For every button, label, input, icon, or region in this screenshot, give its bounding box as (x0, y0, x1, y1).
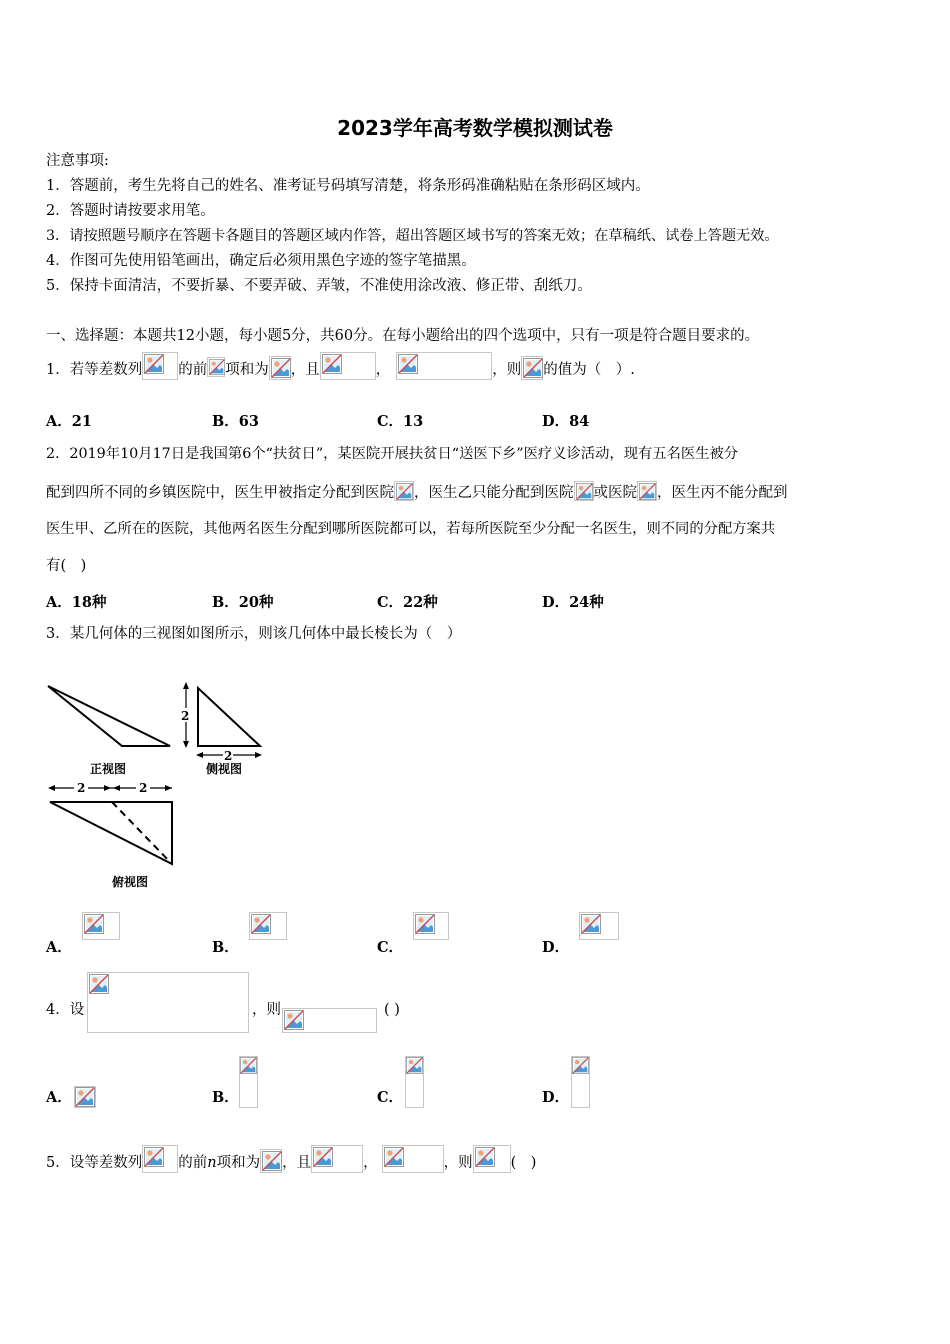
broken-image-icon (144, 354, 164, 374)
formula-image (320, 352, 376, 380)
page-title: 2023学年高考数学模拟测试卷 (337, 116, 613, 140)
option-d[interactable]: D． (542, 912, 619, 940)
formula-image (142, 352, 178, 380)
top-right-dim-label: 2 (139, 781, 148, 795)
formula-image (82, 912, 120, 940)
broken-image-icon (313, 1147, 333, 1167)
arrow-up-icon (183, 682, 189, 689)
formula-image (249, 912, 287, 940)
arrow-right-icon (255, 752, 262, 758)
formula-image (521, 356, 543, 380)
broken-image-icon (415, 914, 435, 934)
broken-image-icon (262, 1151, 282, 1171)
formula-image (473, 1145, 511, 1173)
option-d[interactable]: D．84 (542, 413, 590, 430)
broken-image-icon (398, 354, 418, 374)
section-heading: 一、选择题：本题共12小题，每小题5分，共60分。在每小题给出的四个选项中，只有一项是符合题目要求的。 (46, 328, 760, 344)
formula-image (87, 972, 249, 1033)
formula-image (282, 1008, 377, 1033)
broken-image-icon (75, 1087, 95, 1107)
notice-item: 1．答题前，考生先将自己的姓名、准考证号码填写清楚，将条形码准确粘贴在条形码区域内。 (46, 178, 650, 194)
front-view-label: 正视图 (90, 762, 127, 776)
question-1: 1．若等差数列 的前 项和为 ，且 ， ，则 的值为（ ）. (46, 352, 635, 380)
formula-image (571, 1056, 590, 1108)
option-b[interactable]: B．63 (212, 413, 259, 430)
broken-image-icon (284, 1010, 304, 1030)
hidden-edge (112, 802, 172, 864)
side-view-label: 侧视图 (206, 762, 243, 776)
option-c[interactable]: C． (377, 1089, 404, 1106)
arrow-right-icon (165, 785, 172, 791)
formula-image (239, 1056, 258, 1108)
formula-image (579, 912, 619, 940)
top-view-label: 俯视图 (112, 875, 149, 889)
notice-item: 3．请按照题号顺序在答题卡各题目的答题区域内作答，超出答题区域书写的答案无效；在草稿纸、试卷上答题无效。 (46, 228, 779, 244)
broken-image-icon (581, 914, 601, 934)
formula-image (142, 1145, 178, 1173)
question-2-line: 有( ) (46, 558, 87, 574)
formula-image (260, 1149, 282, 1173)
broken-image-icon (209, 359, 225, 375)
broken-image-icon (572, 1057, 589, 1074)
option-d[interactable]: D．24种 (542, 594, 604, 611)
notice-heading: 注意事项: (46, 153, 109, 169)
option-b[interactable]: B． (212, 1089, 239, 1106)
arrow-right-icon (104, 785, 111, 791)
broken-image-icon (84, 914, 104, 934)
broken-image-icon (639, 483, 656, 500)
option-a[interactable]: A．18种 (46, 594, 107, 611)
broken-image-icon (271, 358, 291, 378)
formula-image (396, 352, 492, 380)
option-c[interactable]: C．22种 (377, 594, 438, 611)
notice-item: 2．答题时请按要求用笔。 (46, 203, 215, 219)
option-b[interactable]: B． (212, 912, 287, 940)
broken-image-icon (322, 354, 342, 374)
formula-image (382, 1145, 444, 1173)
broken-image-icon (89, 974, 109, 994)
broken-image-icon (475, 1147, 495, 1167)
broken-image-icon (240, 1057, 257, 1074)
option-d[interactable]: D． (542, 1089, 570, 1106)
notice-item: 4．作图可先使用铅笔画出，确定后必须用黑色字迹的签字笔描黑。 (46, 253, 476, 269)
side-width-label: 2 (224, 749, 233, 763)
question-4-text: 4．设 (46, 1002, 85, 1018)
broken-image-icon (144, 1147, 164, 1167)
three-view-figure (42, 672, 272, 894)
top-left-dim-label: 2 (77, 781, 86, 795)
formula-image (413, 912, 449, 940)
formula-image (74, 1086, 96, 1108)
broken-image-icon (406, 1057, 423, 1074)
formula-image (311, 1145, 363, 1173)
question-2-line: 配到四所不同的乡镇医院中，医生甲被指定分配到医院 ，医生乙只能分配到医院 或医院 ，医生丙不能分配到 (46, 481, 788, 502)
arrow-down-icon (183, 741, 189, 748)
front-view-shape (48, 686, 170, 746)
formula-image (405, 1056, 424, 1108)
broken-image-icon (384, 1147, 404, 1167)
formula-image (207, 357, 225, 377)
question-2-line: 医生甲、乙所在的医院，其他两名医生分配到哪所医院都可以，若每所医院至少分配一名医生，则不同的分配方案共 (46, 521, 776, 537)
arrow-left-icon (48, 785, 55, 791)
arrow-left-icon (196, 752, 203, 758)
formula-image (637, 481, 657, 501)
top-view-shape (50, 802, 172, 864)
broken-image-icon (396, 483, 413, 500)
side-height-label: 2 (181, 709, 190, 723)
option-a[interactable]: A． (46, 1089, 72, 1106)
side-view-shape (198, 688, 260, 746)
formula-image (394, 481, 414, 501)
option-a[interactable]: A．21 (46, 413, 92, 430)
question-5: 5．设等差数列 的前n项和为 ，且 ， ，则 ( ) (46, 1145, 536, 1173)
option-c[interactable]: C．13 (377, 413, 424, 430)
question-4-text: ( ) (384, 1002, 400, 1018)
question-4-text: ，则 (252, 1002, 281, 1018)
option-b[interactable]: B．20种 (212, 594, 274, 611)
broken-image-icon (576, 483, 593, 500)
option-a[interactable]: A． (46, 912, 120, 940)
broken-image-icon (251, 914, 271, 934)
arrow-left-icon (113, 785, 120, 791)
option-c[interactable]: C． (377, 912, 449, 940)
formula-image (574, 481, 594, 501)
formula-image (269, 356, 291, 380)
broken-image-icon (523, 358, 543, 378)
notice-item: 5．保持卡面清洁，不要折暴、不要弄破、弄皱，不准使用涂改液、修正带、刮纸刀。 (46, 278, 592, 294)
question-2-line: 2．2019年10月17日是我国第6个“扶贫日”，某医院开展扶贫日“送医下乡”医疗义诊活动，现有五名医生被分 (46, 446, 739, 462)
question-3: 3．某几何体的三视图如图所示，则该几何体中最长棱长为（ ） (46, 626, 462, 642)
